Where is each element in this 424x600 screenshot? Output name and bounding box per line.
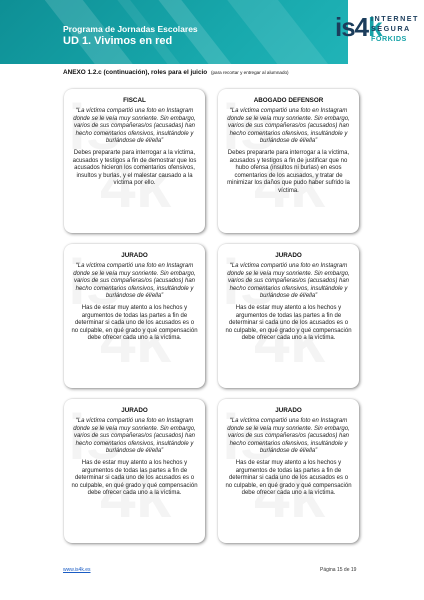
- logo-mark: is4: [335, 12, 369, 42]
- card-quote: “La víctima compartió una foto en Instagram donde se le veía muy sonriente. Sin embargo, varios de sus compañeras/os (acusados) han hecho comentarios ofensivos, insultándole y burlándose de él/ella”: [73, 418, 196, 455]
- logo-mark-k: k: [368, 12, 382, 42]
- unit-title: UD 1. Vivimos en red: [63, 35, 173, 47]
- card-role: JURADO: [121, 407, 148, 414]
- card-quote: “La víctima compartió una foto en Instagram donde se le veía muy sonriente. Sin embargo, varios de sus compañeras/os (acusados) han hecho comentarios ofensivos, insultándole y burlándose de él/ella”: [73, 263, 196, 300]
- role-card-jurado: [218, 244, 359, 388]
- logo-line-internet: INTERNET: [371, 14, 419, 23]
- card-instructions: Debes prepararte para interrogar a la víctima, acusados y testigos a fin de demostrar que los acusados hicieron los comentarios ofensivos, insultos y burlas, y el malestar causado a la víctima por ello.: [72, 150, 197, 187]
- card-quote: “La víctima compartió una foto en Instagram donde se le veía muy sonriente. Sin embargo, varios de sus compañeras/os (acusados) han hecho comentarios ofensivos, insultándole y burlándose de él/ella”: [227, 108, 350, 145]
- role-card-jurado: [64, 399, 205, 543]
- card-instructions: Has de estar muy atento a los hechos y argumentos de todas las partes a fin de determinar si cada uno de los acusados es o no culpable, en qué grado y qué compensación debe ofrecer cada uno a la víctima.: [225, 305, 352, 342]
- website-link[interactable]: www.is4k.es: [63, 567, 91, 573]
- role-card-fiscal: [64, 89, 205, 233]
- annex-note: (para recortar y entregar al alumnado): [210, 70, 289, 75]
- page-number: Página 15 de 19: [320, 567, 357, 573]
- card-role: FISCAL: [123, 97, 146, 104]
- role-card-abogado-defensor: [218, 89, 359, 233]
- card-instructions: Has de estar muy atento a los hechos y argumentos de todas las partes a fin de determinar si cada uno de los acusados es o no culpable, en qué grado y qué compensación debe ofrecer cada uno a la víctima.: [71, 305, 198, 342]
- role-card-jurado: [64, 244, 205, 388]
- program-title: Programa de Jornadas Escolares: [63, 24, 198, 34]
- annex-title: ANEXO 1.2.c (continuación), roles para el juicio: [63, 69, 208, 76]
- header-decoration: [212, 0, 348, 64]
- card-role: ABOGADO DEFENSOR: [253, 97, 324, 104]
- card-role: JURADO: [275, 407, 302, 414]
- card-instructions: Has de estar muy atento a los hechos y argumentos de todas las partes a fin de determinar si cada uno de los acusados es o no culpable, en qué grado y qué compensación debe ofrecer cada uno a la víctima.: [71, 460, 198, 497]
- card-quote: “La víctima compartió una foto en Instagram donde se le veía muy sonriente. Sin embargo, varios de sus compañeras/os (acusadas) han hecho comentarios ofensivos, insultándole y burlándose de él/ella”: [73, 108, 196, 145]
- annex-heading: [63, 69, 289, 76]
- card-instructions: Debes prepararte para interrogar a la víctima, acusados y testigos a fin de justificar que no hubo ofensa (insultos ni burlas) en esos comentarios de los acusados, y tratar de minimizar los daños que pudo haber sufrido la víctima.: [227, 150, 350, 195]
- role-card-jurado: [218, 399, 359, 543]
- card-role: JURADO: [275, 252, 302, 259]
- logo-line-forkids: FORKIDS: [371, 34, 407, 43]
- card-quote: “La víctima compartió una foto en Instagram donde se le veía muy sonriente. Sin embargo, varios de sus compañeras/os (acusados) han hecho comentarios ofensivos, insultándole y burlándose de él/ella”: [227, 418, 350, 455]
- card-instructions: Has de estar muy atento a los hechos y argumentos de todas las partes a fin de determinar si cada uno de los acusados es o no culpable, en qué grado y qué compensación debe ofrecer cada uno a la víctima.: [225, 460, 352, 497]
- card-quote: “La víctima compartió una foto en Instagram donde se le veía muy sonriente. Sin embargo, varios de sus compañeras/os (acusados) han hecho comentarios ofensivos, insultándole y burlándose de él/ella”: [227, 263, 350, 300]
- logo-line-segura: SEGURA: [371, 24, 411, 33]
- card-role: JURADO: [121, 252, 148, 259]
